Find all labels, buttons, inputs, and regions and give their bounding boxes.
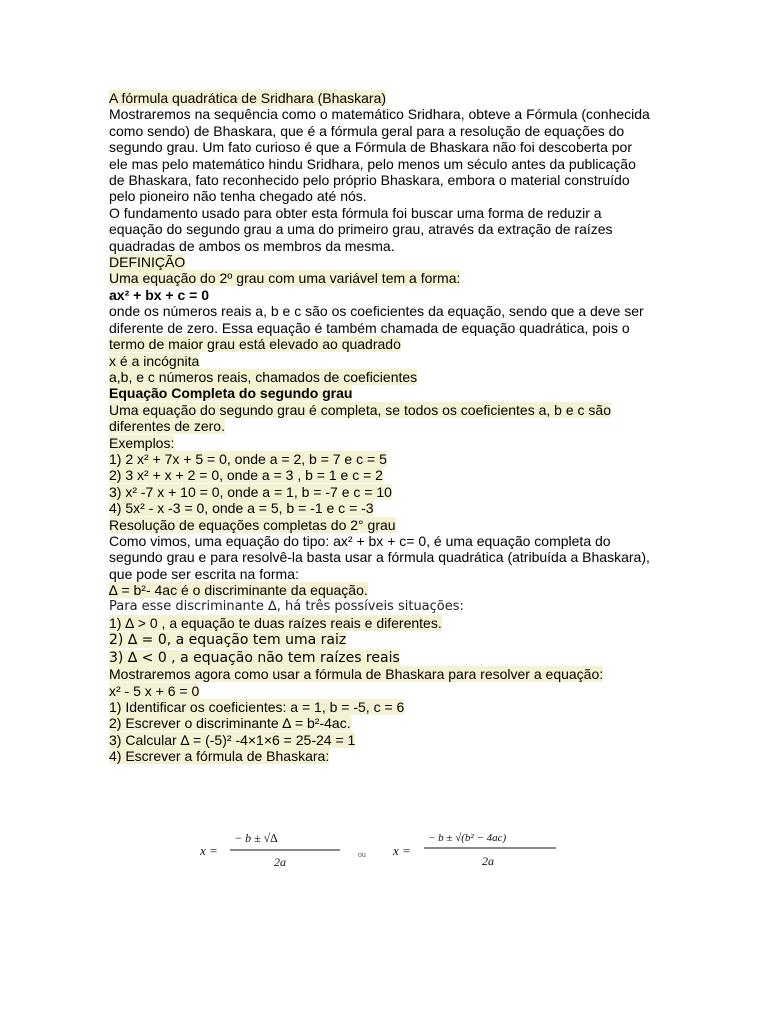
formula-2-denominator: 2a: [482, 854, 494, 868]
formula-1-denominator: 2a: [274, 855, 286, 869]
coeficientes-line: a,b, e c números reais, chamados de coeficientes: [109, 368, 418, 385]
definicao-line: Uma equação do 2º grau com uma variável tem a forma:: [109, 270, 461, 287]
mostraremos-line: Mostraremos agora como usar a fórmula de Bhaskara para resolver a equação:: [109, 666, 604, 683]
fundamento-line: equação do segundo grau a uma do primeiro grau, através da extração de raízes: [109, 221, 613, 238]
exemplo-item: 4) 5x² - x -3 = 0, onde a = 5, b = -1 e c = -3: [109, 500, 374, 517]
resolucao-line: que pode ser escrita na forma:: [109, 565, 299, 582]
intro-line: como sendo) de Bhaskara, que é a fórmula geral para a resolução de equações do: [109, 122, 625, 139]
example-equation: x² - 5 x + 6 = 0: [109, 682, 200, 699]
exemplo-item: 3) x² -7 x + 10 = 0, onde a = 1, b = -7 e c = 10: [109, 483, 392, 500]
formula-1-numerator: − b ± √∆: [234, 831, 278, 845]
intro-line: ele mas pelo matemático hindu Sridhara, pelo menos um século antes da publicação: [109, 155, 636, 172]
fundamento-line: O fundamento usado para obter esta fórmula foi buscar uma forma de reduzir a: [109, 204, 602, 221]
formula-separator: ou: [358, 852, 366, 859]
resolucao-line: Como vimos, uma equação do tipo: ax² + bx + c= 0, é uma equação completa do: [109, 532, 611, 549]
coef-line: onde os números reais a, b e c são os coeficientes da equação, sendo que a deve ser: [109, 303, 644, 320]
incognita-line: x é a incógnita: [109, 352, 200, 369]
exemplo-item: 2) 3 x² + x + 2 = 0, onde a = 3 , b = 1 e c = 2: [109, 467, 383, 484]
passo-item: 1) Identificar os coeficientes: a = 1, b = -5, c = 6: [109, 699, 405, 716]
definicao-heading: DEFINIÇÃO: [109, 254, 186, 271]
situacao-item: 1) ∆ > 0 , a equação te duas raízes reais e diferentes.: [109, 615, 442, 631]
passo-item: 3) Calcular ∆ = (-5)² -4×1×6 = 25-24 = 1: [109, 731, 356, 748]
intro-line: Mostraremos na sequência como o matemático Sridhara, obteve a Fórmula (conhecida: [109, 106, 650, 123]
exemplo-item: 1) 2 x² + 7x + 5 = 0, onde a = 2, b = 7 e c = 5: [109, 450, 387, 467]
document-body: [109, 90, 669, 765]
intro-line: pelo pioneiro não tenha chegado até nós.: [109, 188, 367, 205]
resolucao-heading: Resolução de equações completas do 2° grau: [109, 516, 396, 533]
fundamento-line: quadradas de ambos os membros da mesma.: [109, 237, 395, 254]
formula-1-lhs: x =: [200, 843, 218, 858]
exemplos-label: Exemplos:: [109, 434, 175, 451]
coef-line: diferente de zero. Essa equação é também chamada de equação quadrática, pois o: [109, 319, 630, 336]
situacoes-intro: Para esse discriminante ∆, há três possíveis situações:: [109, 598, 464, 614]
intro-line: segundo grau. Um fato curioso é que a Fórmula de Bhaskara não foi descoberta por: [109, 139, 632, 156]
situacao-item: 2) ∆ = 0, a equação tem uma raiz: [109, 632, 347, 649]
passo-item: 2) Escrever o discriminante ∆ = b²-4ac.: [109, 715, 351, 732]
delta-definition: ∆ = b²- 4ac é o discriminante da equação.: [109, 582, 368, 599]
resolucao-line: segundo grau e para resolvê-la basta usar a fórmula quadrática (atribuída a Bhaskara),: [109, 549, 650, 566]
formula-2-lhs: x =: [393, 843, 411, 858]
completa-heading: Equação Completa do segundo grau: [109, 385, 353, 402]
formula-2-numerator: − b ± √(b² − 4ac): [428, 832, 507, 844]
completa-line: Uma equação do segundo grau é completa, se todos os coeficientes a, b e c são: [109, 401, 611, 418]
completa-line: diferentes de zero.: [109, 418, 225, 435]
intro-line: de Bhaskara, fato reconhecido pelo próprio Bhaskara, embora o material construído: [109, 172, 630, 189]
coef-line: termo de maior grau está elevado ao quadrado: [109, 336, 401, 353]
passo-item: 4) Escrever a fórmula de Bhaskara:: [109, 748, 330, 765]
equation-form: ax² + bx + c = 0: [109, 286, 210, 303]
document-title: A fórmula quadrática de Sridhara (Bhaskara): [109, 90, 387, 106]
bhaskara-formula-image: [200, 825, 600, 880]
situacao-item: 3) ∆ < 0 , a equação não tem raízes reais: [109, 649, 400, 666]
